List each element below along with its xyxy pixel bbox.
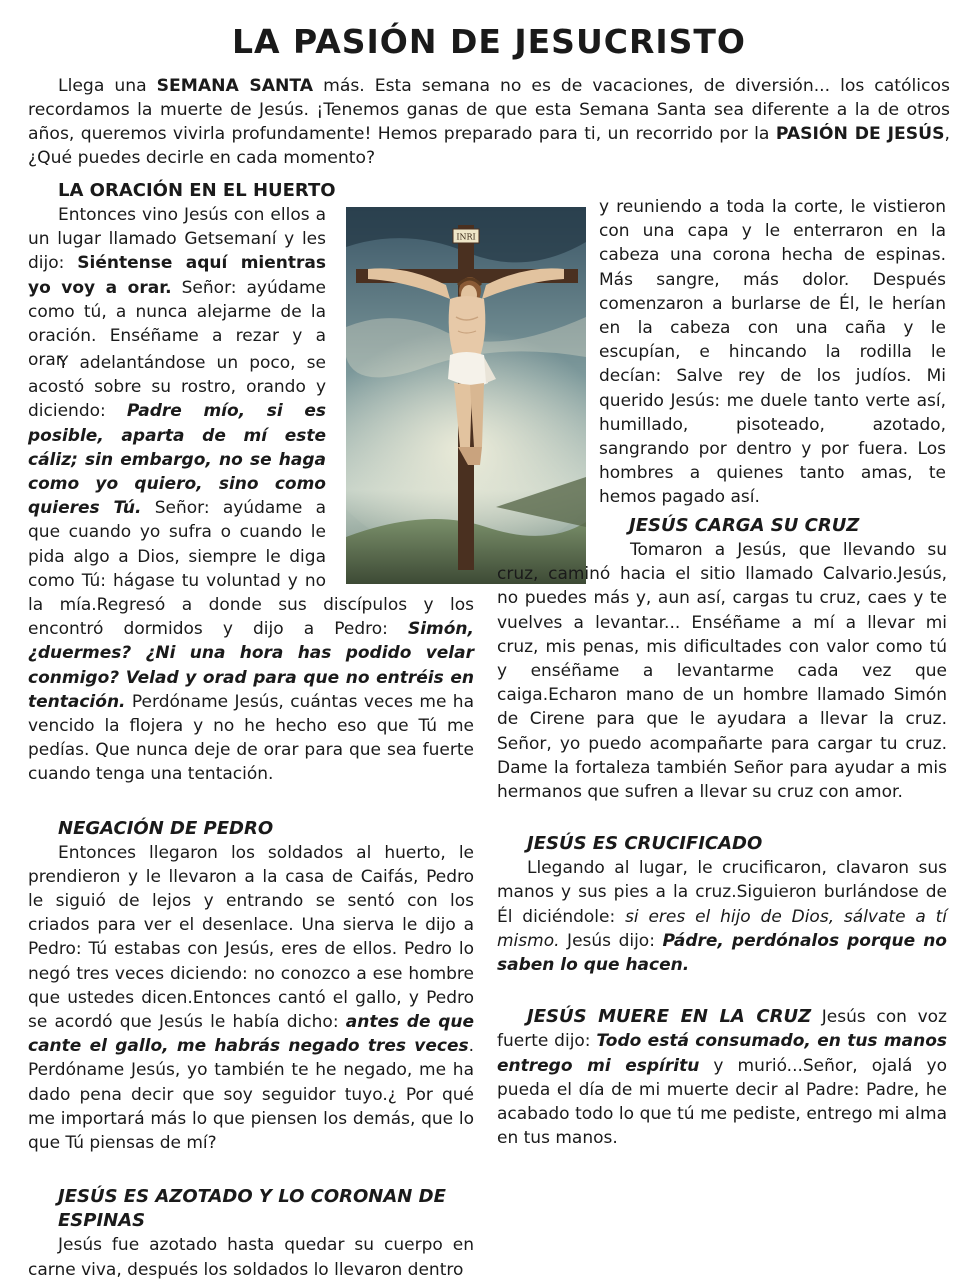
azotado-paragraph-right: y reuniendo a toda la corte, le vistieron con una capa y le enterraron en la cabeza una corona hecha de espinas. Más sangre, más dolor. Después comenzaron a burlarse de Él, le herían en la cabeza con una caña y le escupían, e hincando la rodilla le decían: Salve rey de los judíos. Mi querido Jesús: me duele tanto verte así, humillado, pisoteado, azotado, sangrando por dentro y por fuera. Los hombres a quienes tanto amas, te hemos pagado así.	[599, 197, 946, 508]
oracion-paragraph-1: Entonces vino Jesús con ellos a un lugar llamado Getsemaní y les dijo: Siéntense aquí mientras yo voy a orar. Señor: ayúdame como tú, a nunca alejarme de la oración. Enséñame a rezar y a orar.	[28, 205, 326, 371]
image-wrap-spacer	[326, 351, 474, 585]
heading-carga: JESÚS CARGA SU CRUZ	[629, 515, 860, 536]
inri-sign: INRI	[456, 232, 476, 242]
carga-indent-spacer	[497, 538, 600, 562]
oracion-block-2	[28, 351, 474, 1282]
azotado-paragraph-left: Jesús fue azotado hasta quedar su cuerpo en carne viva, después los soldados lo llevaron dentro	[28, 1235, 474, 1280]
heading-negacion: NEGACIÓN DE PEDRO	[58, 817, 274, 839]
right-column-top	[599, 195, 946, 510]
carga-paragraph: Tomaron a Jesús, que llevando su cruz, caminó hacia el sitio llamado Calvario.Jesús, no puedes más y, aun así, cargas tu cruz, caes y te vuelves a levantar... Enséñame a mí a llevar mi cruz, mis penas, mis dificultades con valor como tú y enséñame a levantarme cada vez que caiga.Echaron mano de un hombre llamado Simón de Cirene para que le ayudara a llevar la cruz. Señor, yo puedo acompañarte para cargar tu cruz. Dame la fortaleza también Señor para ayudar a mis hermanos que sufren a llevar su cruz con amor.	[497, 540, 947, 803]
heading-crucificado: JESÚS ES CRUCIFICADO	[527, 833, 763, 855]
muere-paragraph: JESÚS MUERE EN LA CRUZ Jesús con voz fuerte dijo: Todo está consumado, en tus manos entrego mi espíritu y murió...Señor, ojalá yo pueda el día de mi muerte decir al Padre: Padre, he acabado todo lo que tú me pediste, entrego mi alma en tus manos.	[497, 1006, 948, 1149]
intro-paragraph: Llega una SEMANA SANTA más. Esta semana no es de vacaciones, de diversión... los católicos recordamos la muerte de Jesús. ¡Tenemos ganas de que esta Semana Santa sea diferente a la de otros años, queremos vivirla profundamente! Hemos preparado para ti, un recorrido por la PASIÓN DE JESÚS, ¿Qué puedes decirle en cada momento?	[28, 76, 950, 168]
oracion-paragraph-2: Y adelantándose un poco, se acostó sobre su rostro, orando y diciendo: Padre mío, si es posible, aparta de mí este cáliz; sin embargo, no se haga como yo quiero, sino como quieres Tú. Señor: ayúdame a que cuando yo sufra o cuando le pida algo a Dios, siempre le diga como Tú: hágase tu voluntad y no la mía.Regresó a donde sus discípulos y los encontró dormidos y dijo a Pedro: Simón, ¿duermes? ¿Ni una hora has podido velar conmigo? Velad y orad para que no entréis en tentación. Perdóname Jesús, cuántas veces me ha vencido la flojera y no he hecho eso que Tú me pedías. Que nunca deje de orar para que sea fuerte cuando tenga una tentación.	[28, 353, 474, 785]
heading-oracion: LA ORACIÓN EN EL HUERTO	[58, 180, 336, 201]
heading-muere: JESÚS MUERE EN LA CRUZ	[527, 1006, 812, 1028]
negacion-paragraph: Entonces llegaron los soldados al huerto, le prendieron y le llevaron a la casa de Caifás, Pedro le siguió de lejos y entrando se sentó con los criados para ver el desenlace. Una sierva le dijo a Pedro: Tú estabas con Jesús, eres de ellos. Pedro lo negó tres veces diciendo: no conozco a ese hombre que ustedes dicen.Entonces cantó el gallo, y Pedro se acordó que Jesús le había dicho: antes de que cante el gallo, me habrás negado tres veces. Perdóname Jesús, yo también te he negado, me ha dado pena decir que soy seguidor tuyo.¿ Por qué me importará más lo que piensen los demás, que lo que Tú piensas de mí?	[28, 842, 475, 1154]
page-title: LA PASIÓN DE JESUCRISTO	[231, 22, 746, 61]
oracion-narrow	[28, 203, 326, 372]
highlight-semana-santa: SEMANA SANTA	[156, 76, 314, 96]
right-column-bottom	[497, 514, 947, 1150]
crucificado-paragraph: Llegando al lugar, le crucificaron, clavaron sus manos y sus pies a la cruz.Siguieron burlándose de Él diciéndole: si eres el hijo de Dios, sálvate a tí mismo. Jesús dijo: Pádre, perdónalos porque no saben lo que hacen.	[497, 858, 947, 976]
left-column	[28, 179, 474, 372]
heading-azotado: JESÚS ES AZOTADO Y LO CORONAN DE ESPINAS	[58, 1186, 446, 1232]
highlight-pasion: PASIÓN DE JESÚS	[775, 124, 945, 144]
